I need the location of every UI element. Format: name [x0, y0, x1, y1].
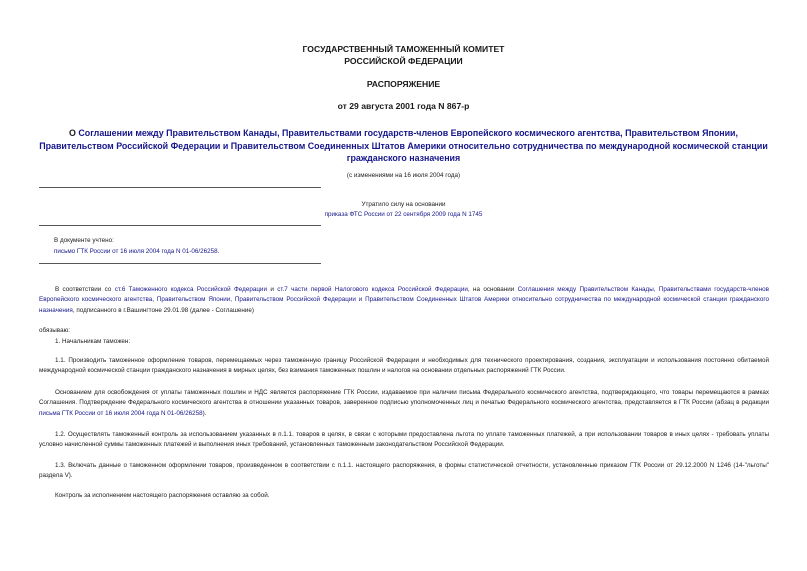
repeal-link[interactable]: приказа ФТС России от 22 сентября 2009 года N 1745 [324, 211, 483, 218]
basis-end: ). [202, 409, 207, 417]
item-1: 1. Начальникам таможен: [55, 338, 131, 345]
basis-link[interactable]: письма ГТК России от 16 июля 2004 года N 01-06/26258 [39, 409, 203, 417]
item-1-1: 1.1. Производить таможенное оформление товаров, перемещаемых через таможенную границу Российской Федерации и необходимых для технического проектирования, создания, эксплуатации и использования постоянно обитаемой международной космической станции гражданского назначения в мирных целях, без взимания таможенных пошлин и налогов на основании отдельных распоряжений ГТК России. [39, 357, 769, 375]
divider-2 [39, 225, 321, 226]
org-name-line1: ГОСУДАРСТВЕННЫЙ ТАМОЖЕННЫЙ КОМИТЕТ [302, 44, 505, 54]
title-prefix: О [69, 128, 79, 138]
control-text: Контроль за исполнением настоящего распоряжения оставляю за собой. [55, 492, 270, 499]
preamble-paragraph [39, 285, 769, 316]
considered-link[interactable]: письмо ГТК России от 16 июля 2004 года N 01-06/26258. [54, 248, 220, 255]
divider-3 [39, 263, 321, 264]
considered-label: В документе учтено: [54, 237, 114, 244]
repeal-text: Утратило силу на основании [361, 201, 446, 208]
divider-1 [39, 187, 321, 188]
agreement-link[interactable]: Соглашения между Правительством Канады, Правительствами государств-членов Европейского космического агентства, Правительством Японии, Правительством Российской Федерации и Правительством Соединенных Штатов Америки относительно сотрудничества по международной космической станции гражданского назначения [39, 286, 769, 314]
obligate-text: обязываю: [39, 327, 71, 334]
org-name-line2: РОССИЙСКОЙ ФЕДЕРАЦИИ [344, 56, 463, 66]
document-type: РАСПОРЯЖЕНИЕ [366, 79, 441, 89]
basis-text: Основанием для освобождения от уплаты таможенных пошлин и НДС является распоряжение ГТК России, издаваемое при наличии письма Федерального космического агентства, подтверждающего, что товары перемещаются в рамках Соглашения. Подтверждение Федерального космического агентства в отношении указанных товаров, заверенное подписью уполномоченных лиц и печатью Федерального космического агентства, представляется в ГТК России (абзац в редакции [39, 389, 769, 407]
preamble-text-1: В соответствии со [55, 286, 115, 293]
document-date: от 29 августа 2001 года N 867-р [337, 101, 470, 111]
amendments-note: (с изменениями на 16 июля 2004 года) [346, 172, 461, 179]
title-link[interactable]: Соглашении между Правительством Канады, Правительствами государств-членов Европейского космического агентства, Правительством Японии, Правительством Российской Федерации и Правительством Соединенных Штатов Америки относительно сотрудничества по международной космической станции гражданского назначения [39, 128, 768, 164]
item-1-2: 1.2. Осуществлять таможенный контроль за использованием указанных в п.1.1. товаров в целях, в связи с которыми предоставлена льгота по уплате таможенных платежей, а при использовании товаров в иных целях - требовать уплаты условно начисленной суммы таможенных платежей и выполнения иных требований, установленных таможенным законодательством Российской Федерации. [39, 431, 769, 449]
preamble-text-3: , на основании [467, 286, 518, 293]
document-title [34, 127, 773, 165]
customs-code-link[interactable]: ст.6 Таможенного кодекса Российской Федерации [114, 286, 267, 293]
preamble-text-2: и [266, 286, 278, 293]
preamble-text-4: , подписанного в г.Вашингтоне 29.01.98 (далее - Соглашение) [72, 306, 255, 314]
basis-paragraph [39, 388, 769, 419]
tax-code-link[interactable]: ст.7 части первой Налогового кодекса Российской Федерации [277, 286, 468, 293]
item-1-3: 1.3. Включать данные о таможенном оформлении товаров, произведенном в соответствии с п.1.1. настоящего распоряжения, в формы статистической отчетности, установленные приказом ГТК России от 29.12.2000 N 1246 (14-"льготы" раздела V). [39, 462, 769, 480]
